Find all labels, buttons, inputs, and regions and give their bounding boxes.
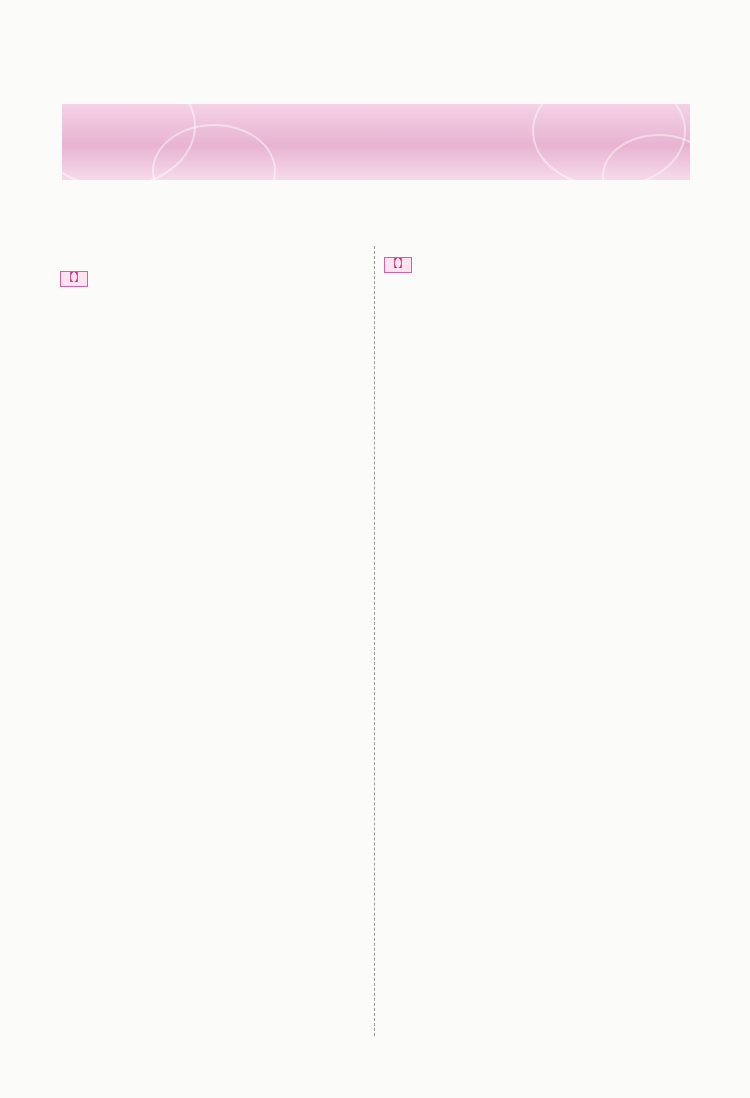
title-banner xyxy=(62,104,690,180)
column-divider xyxy=(374,246,375,1036)
right-column xyxy=(384,252,692,276)
left-column xyxy=(60,252,364,290)
watermark-logo xyxy=(618,1052,740,1094)
section-tag-basic: 【】 xyxy=(60,271,88,287)
section-tag-advanced: 【】 xyxy=(384,257,412,273)
